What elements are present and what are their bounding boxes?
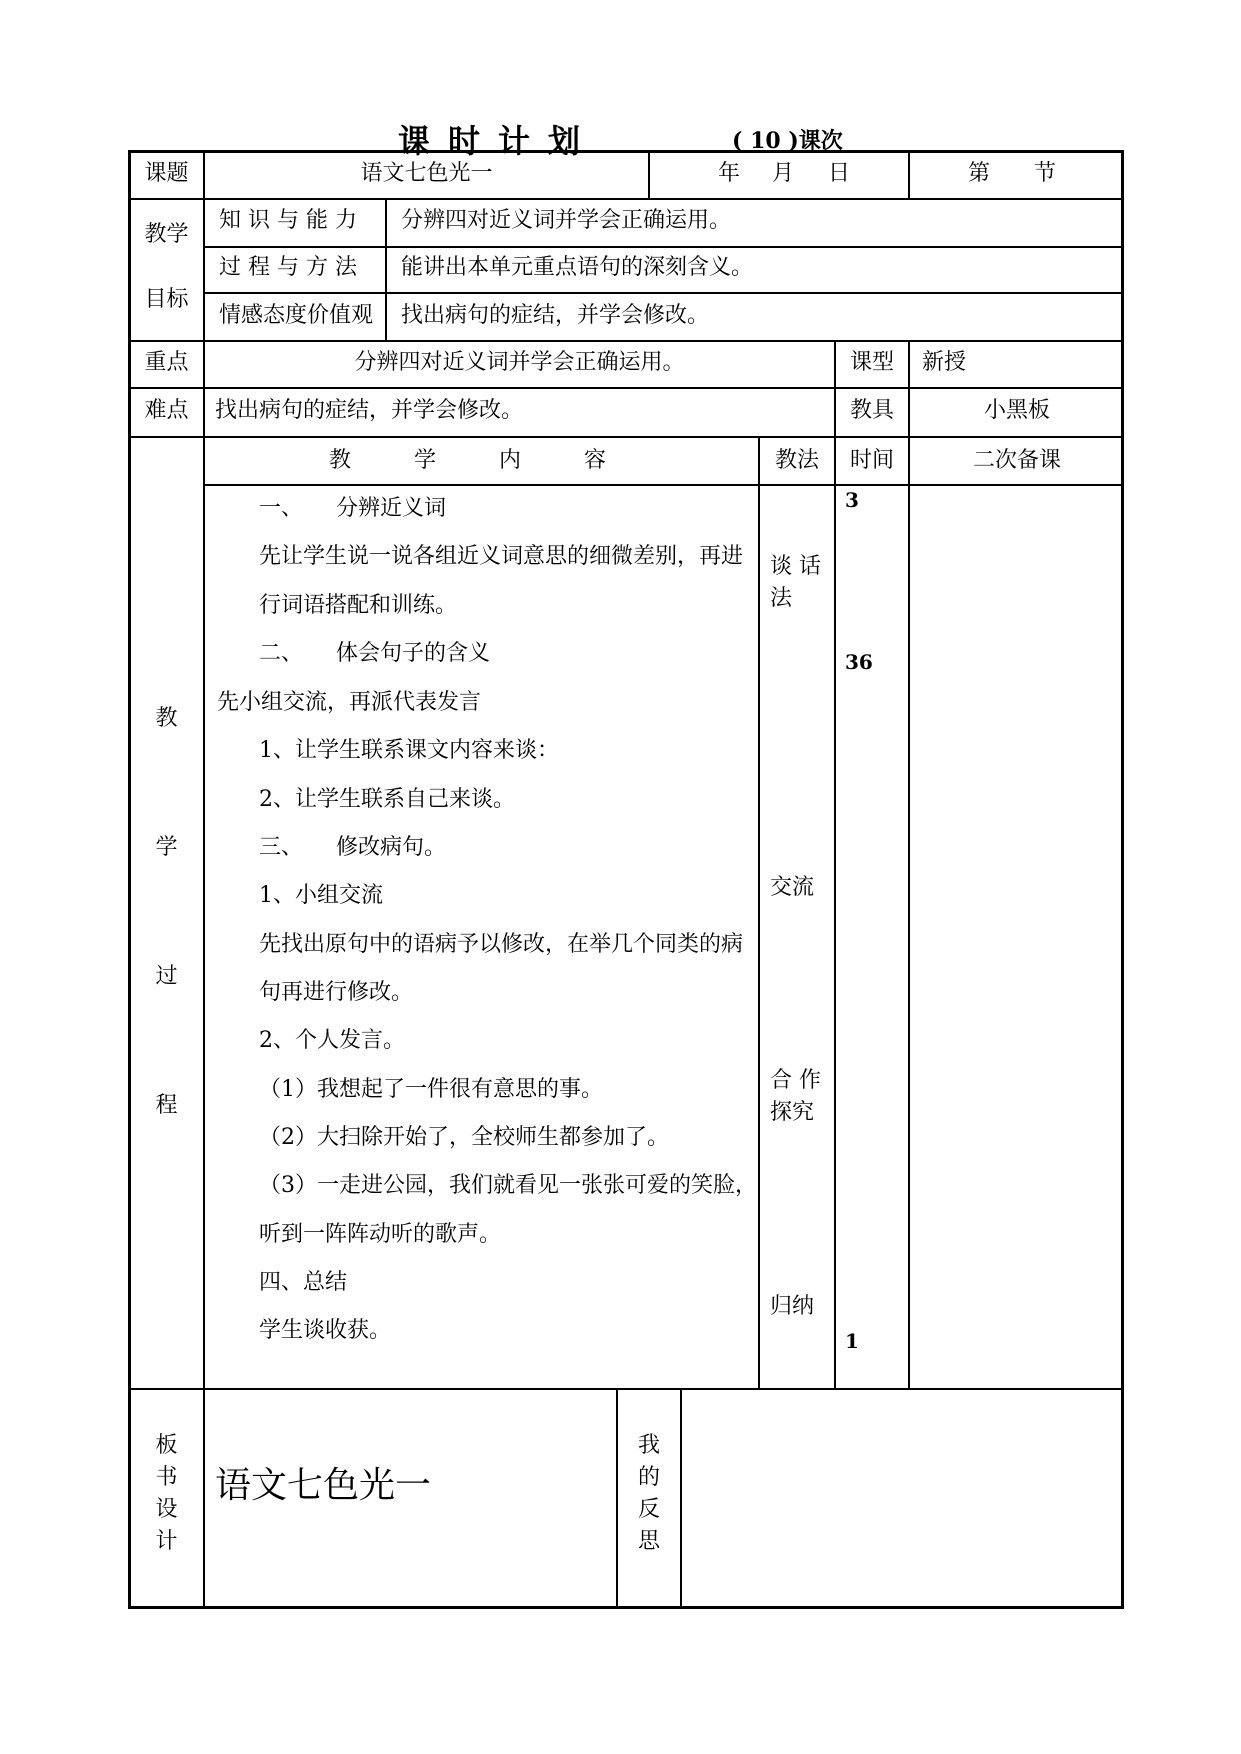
divider (385, 198, 387, 340)
time-value: 1 (845, 1329, 859, 1353)
key-text: 分辨四对近义词并学会正确运用。 (354, 350, 685, 375)
content-line: 先小组交流，再派代表发言 (217, 690, 482, 715)
divider (128, 436, 1124, 438)
content-line: 句再进行修改。 (259, 980, 414, 1005)
topic-label: 课题 (144, 161, 189, 186)
method-summarize: 归纳 (770, 1294, 815, 1319)
process-label-char: 程 (155, 1093, 178, 1118)
divider (128, 340, 1124, 342)
content-line: 2、让学生联系自己来谈。 (259, 787, 515, 812)
content-line: 学生谈收获。 (259, 1318, 392, 1343)
period-jie: 节 (1034, 161, 1057, 186)
date-month: 月 (772, 161, 795, 186)
time-value: 3 (845, 488, 859, 512)
content-line: 行词语搭配和训练。 (259, 593, 458, 618)
content-line: 听到一阵阵动听的歌声。 (259, 1222, 502, 1247)
lesson-type-value: 新授 (922, 350, 967, 375)
content-line: 先让学生说一说各组近义词意思的细微差别，再进 (259, 544, 744, 569)
content-header: 教 学 内 容 (329, 448, 634, 473)
method-cooperate: 合 作 (770, 1068, 821, 1093)
difficulty-label: 难点 (144, 398, 189, 423)
reflection-label-char: 思 (637, 1529, 660, 1554)
teaching-tool-label: 教具 (849, 398, 894, 423)
process-label-char: 过 (155, 964, 178, 989)
board-label-char: 计 (155, 1529, 178, 1554)
goals-label-bottom: 目标 (144, 287, 189, 312)
divider (205, 246, 1124, 248)
divider (128, 387, 1124, 389)
method-header: 教法 (774, 448, 819, 473)
goal-text-process: 能讲出本单元重点语句的深刻含义。 (401, 255, 754, 280)
divider (205, 292, 1124, 294)
time-value: 36 (845, 650, 873, 674)
method-talk: 谈 话 (770, 554, 821, 579)
divider (680, 1388, 682, 1609)
board-label-char: 设 (155, 1497, 178, 1522)
method-exchange: 交流 (770, 875, 815, 900)
content-line: 2、个人发言。 (259, 1028, 405, 1053)
process-label-char: 教 (155, 706, 178, 731)
content-line: 1、小组交流 (259, 883, 383, 908)
goals-label-top: 教学 (144, 222, 189, 247)
content-line: 二、 体会句子的含义 (259, 641, 491, 666)
time-header: 时间 (849, 448, 894, 473)
board-text: 语文七色光一 (215, 1465, 432, 1506)
lesson-number: ( 10 )课次 (732, 128, 843, 154)
backup-header: 二次备课 (972, 448, 1061, 473)
divider (908, 150, 910, 198)
divider (128, 1388, 1124, 1390)
content-line: （3）一走进公园，我们就看见一张张可爱的笑脸， (259, 1173, 757, 1198)
divider (908, 340, 910, 1388)
period-di: 第 (968, 161, 991, 186)
date-year: 年 (718, 161, 741, 186)
divider (128, 198, 1124, 200)
difficulty-text: 找出病句的症结，并学会修改。 (215, 398, 524, 423)
content-line: 四、总结 (259, 1270, 348, 1295)
key-label: 重点 (144, 350, 189, 375)
page-title: 课时计划 (398, 122, 599, 160)
content-line: 一、 分辨近义词 (259, 496, 447, 521)
reflection-label-char: 的 (637, 1465, 660, 1490)
reflection-label-char: 我 (637, 1433, 660, 1458)
process-label-char: 学 (155, 835, 178, 860)
board-label-char: 书 (155, 1465, 178, 1490)
divider (205, 484, 1124, 486)
divider (648, 150, 650, 198)
goal-label-emotion: 情感态度价值观 (219, 303, 374, 328)
board-label-char: 板 (155, 1433, 178, 1458)
divider (758, 436, 760, 1388)
topic-value: 语文七色光一 (360, 161, 493, 186)
content-line: （1）我想起了一件很有意思的事。 (259, 1077, 603, 1102)
goal-label-process: 过 程 与 方 法 (219, 255, 357, 280)
reflection-label-char: 反 (637, 1497, 660, 1522)
method-talk: 法 (770, 586, 793, 611)
goal-text-knowledge: 分辨四对近义词并学会正确运用。 (401, 208, 732, 233)
divider (834, 436, 836, 1388)
reflection-area (684, 1392, 1120, 1605)
method-cooperate: 探究 (770, 1100, 815, 1125)
lesson-type-label: 课型 (849, 350, 894, 375)
date-day: 日 (828, 161, 851, 186)
teaching-tool-value: 小黑板 (983, 398, 1050, 423)
content-line: 先找出原句中的语病予以修改，在举几个同类的病 (259, 932, 744, 957)
goal-text-emotion: 找出病句的症结，并学会修改。 (401, 303, 710, 328)
content-line: 三、 修改病句。 (259, 835, 447, 860)
goal-label-knowledge: 知 识 与 能 力 (219, 208, 357, 233)
content-line: 1、让学生联系课文内容来谈： (259, 738, 559, 763)
content-line: （2）大扫除开始了，全校师生都参加了。 (259, 1125, 669, 1150)
